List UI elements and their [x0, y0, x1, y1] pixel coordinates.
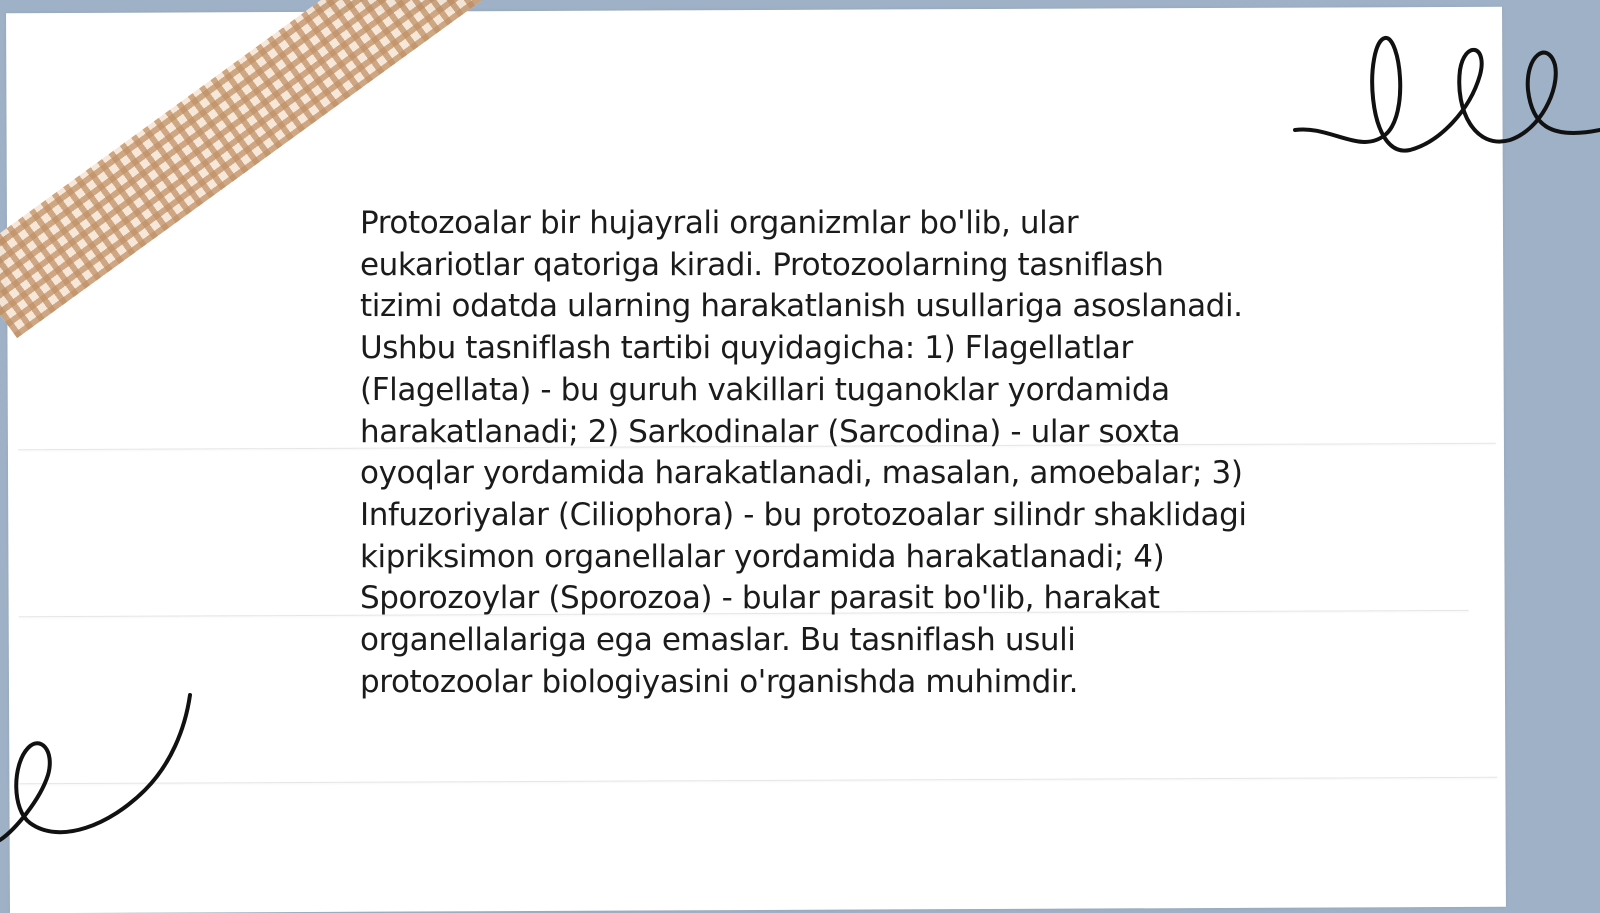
loop-squiggle-icon — [1290, 30, 1600, 170]
loop-squiggle-icon — [0, 690, 210, 860]
paper-fold-line — [19, 777, 1497, 784]
slide-body-text: Protozoalar bir hujayrali organizmlar bo'lib, ular eukariotlar qatoriga kiradi. Protozoolarning tasniflash tizimi odatda ularning harakatlanish usullariga asoslanadi. Ushbu tasniflash tartibi quyidagicha: 1) Flagellatlar (Flagellata) - bu guruh vakillari tuganoklar yordamida harakatlanadi; 2) Sarkodinalar (Sarcodina) - ular soxta oyoqlar yordamida harakatlanadi, masalan, amoebalar; 3) Infuzoriyalar (Ciliophora) - bu protozoalar silindr shaklidagi kipriksimon organellalar yordamida harakatlanadi; 4) Sporozoylar (Sporozoa) - bular parasit bo'lib, harakat organellalariga ega emaslar. Bu tasniflash usuli protozoolar biologiyasini o'rganishda muhimdir. — [360, 205, 1247, 700]
